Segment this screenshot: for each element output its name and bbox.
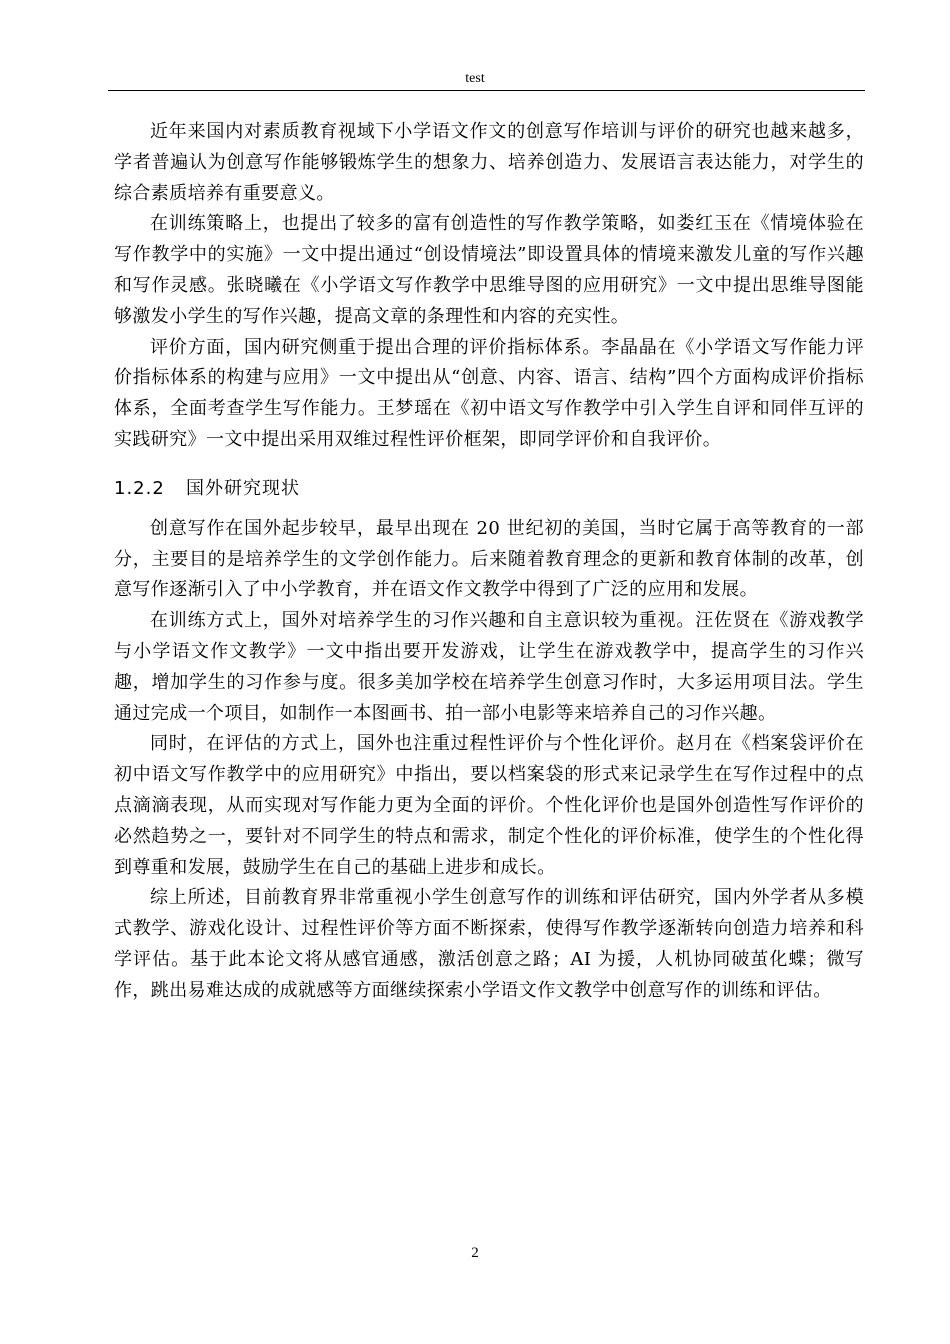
section-number: 1.2.2 <box>114 477 165 499</box>
page-header-title: test <box>465 71 485 86</box>
section-heading <box>114 476 864 502</box>
paragraph-domestic-training-strategy: 在训练策略上，也提出了较多的富有创造性的写作教学策略，如娄红玉在《情境体验在写作教学中的实施》一文中提出通过“创设情境法”即设置具体的情境来激发儿童的写作兴趣和写作灵感。张晓曦在《小学语文写作教学中思维导图的应用研究》一文中提出思维导图能够激发小学生的写作兴趣，提高文章的条理性和内容的充实性。 <box>114 213 864 327</box>
page-number: 2 <box>471 1245 479 1261</box>
paragraph-domestic-evaluation: 评价方面，国内研究侧重于提出合理的评价指标体系。李晶晶在《小学语文写作能力评价指标体系的构建与应用》一文中提出从“创意、内容、语言、结构”四个方面构成评价指标体系，全面考查学生写作能力。王梦瑶在《初中语文写作教学中引入学生自评和同伴互评的实践研究》一文中提出采用双维过程性评价框架，即同学评价和自我评价。 <box>114 336 864 450</box>
section-title: 国外研究现状 <box>186 477 300 499</box>
document-body <box>114 117 864 1007</box>
paragraph-foreign-evaluation: 同时，在评估的方式上，国外也注重过程性评价与个性化评价。赵月在《档案袋评价在初中语文写作教学中的应用研究》中指出，要以档案袋的形式来记录学生在写作过程中的点点滴滴表现，从而实现对写作能力更为全面的评价。个性化评价也是国外创造性写作评价的必然趋势之一，要针对不同学生的特点和需求，制定个性化的评价标准，使学生的个性化得到尊重和发展，鼓励学生在自己的基础上进步和成长。 <box>114 733 864 878</box>
paragraph-domestic-overview: 近年来国内对素质教育视域下小学语文作文的创意写作培训与评价的研究也越来越多，学者普遍认为创意写作能够锻炼学生的想象力、培养创造力、发展语言表达能力，对学生的综合素质培养有重要意义。 <box>114 121 864 204</box>
paragraph-summary: 综上所述，目前教育界非常重视小学生创意写作的训练和评估研究，国内外学者从多模式教学、游戏化设计、过程性评价等方面不断探索，使得写作教学逐渐转向创造力培养和科学评估。基于此本论文将从感官通感，激活创意之路；AI 为援，人机协同破茧化蝶；微写作，跳出易难达成的成就感等方面继续探索小学语文作文教学中创意写作的训练和评估。 <box>114 887 864 1001</box>
paragraph-foreign-training-method: 在训练方式上，国外对培养学生的习作兴趣和自主意识较为重视。汪佐贤在《游戏教学与小学语文作文教学》一文中指出要开发游戏，让学生在游戏教学中，提高学生的习作兴趣，增加学生的习作参与度。很多美加学校在培养学生创意习作时，大多运用项目法。学生通过完成一个项目，如制作一本图画书、拍一部小电影等来培养自己的习作兴趣。 <box>114 610 864 724</box>
header-divider <box>108 90 865 91</box>
paragraph-foreign-origin: 创意写作在国外起步较早，最早出现在 20 世纪初的美国，当时它属于高等教育的一部分，主要目的是培养学生的文学创作能力。后来随着教育理念的更新和教育体制的改革，创意写作逐渐引入了中小学教育，并在语文作文教学中得到了广泛的应用和发展。 <box>114 517 864 601</box>
